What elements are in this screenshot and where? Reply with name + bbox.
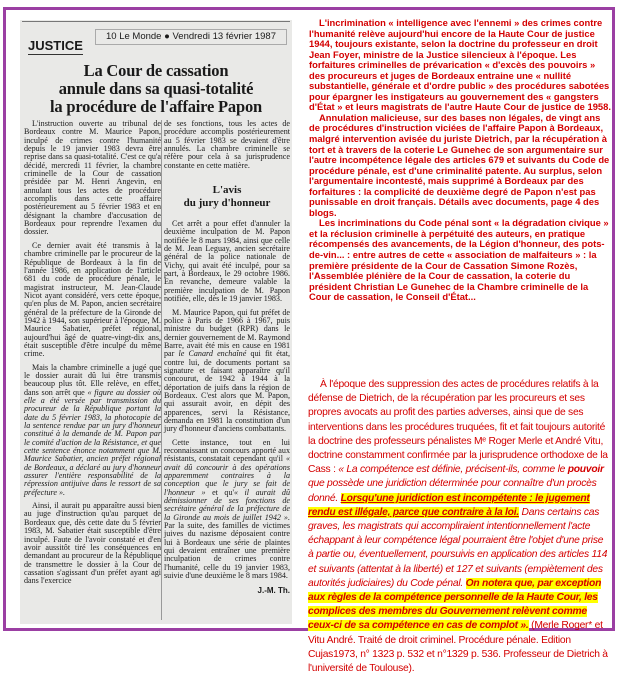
- paragraph: [308, 378, 610, 676]
- paragraph: L'incrimination « intelligence avec l'ennemi » des crimes contre l'humanité relève aujourd'hui encore de la Haute Cour de justice 1944, toujours existante, selon la doctrine du professeur en droit Jean Foyer, ministre de la Justice silencieux à l'époque. Les forfaitures criminelles de prévarication « d'excès des pouvoirs » des procureurs et juges de Bordeaux entraine une « nullité substantielle, générale et d'ordre public » des procédures sabotées pour épargner les instigateurs au gouvernement des « gangsters d'État » et leurs magistrats de l'autre Haute Cour de justice de 1958.: [309, 17, 611, 113]
- quote: « figure au dossier où elle a été versée par transmission du procureur de la République portant la date du 5 février 1983, la photocopie de la sentence rendue par un jury d'honneur constitué à la demande de M. Papon par le comité d'action de la Résistance, et que cette sentence énonce notamment que M. Maurice Sabatier, ancien préfet régional de Bordeaux, a déclaré au jury d'honneur assurer l'entière responsabilité de la répression antijuive dans le ressort de sa préfecture ».: [24, 387, 161, 497]
- article-column-2: [164, 120, 290, 595]
- text: À l'époque des suppression des actes de procédures relatifs à la défense de Dietrich, de la récupération par les procureurs et ses propres avocats au profit des parties adverses, ainsi que de ses interventions dans les procédures truquées, fit et fait toujours autorité la doctrine des professeurs pénalistes Mᵉ Roger Merle et André Vitu, doctrine constamment confirmée par la jurisprudence orthodoxe de la Cass :: [308, 379, 608, 476]
- paragraph: Annulation malicieuse, sur des bases non légales, de vingt ans de procédures d'instruction viciées de l'affaire Papon à Bordeaux, malgré intervention avisée du juriste Dietrich, par la récupération à tort et à travers de la coterie Le Gunehec de son argumentaire sur l'autre incompétence légale des articles 679 et suivants du Code de procédure pénale, est d'une criminalité patente. Au surplus, selon l'argumentaire incontesté, mais supprimé à Bordeaux par des forfaitures : la complicité de deuxième degré de Papon n'est pas punissable en droit français. Détails avec documents, page 4 des blogs.: [309, 111, 610, 218]
- paragraph: [24, 364, 161, 498]
- text: M. Maurice Papon, qui fut préfet de police à Paris de 1966 à 1967, puis ministre du budget (RPR) dans le dernier gouvernement de M. Raymond Barre, avait été mis en cause en 1981 par: [164, 307, 290, 359]
- article-column-1: [24, 120, 161, 591]
- article-headline: [20, 62, 292, 116]
- commentary-block-1: [309, 18, 611, 303]
- citation: (Merle Roger* et Vitu André. Traité de droit criminel. Procédure pénale. Edition Cujas1973, n° 1323 p. 532 et n°1329 p. 536. Professeur de Dietrich à l'université de Toulouse).: [308, 620, 608, 675]
- paragraph: L'instruction ouverte au tribunal de Bordeaux contre M. Maurice Papon, inculpé de crimes contre l'humanité depuis le 19 janvier 1983 devra être reprise dans sa quasi-totalité. C'est ce qu'a décidé, mercredi 11 février, la chambre criminelle de la Cour de cassation présidée par M. Henri Angevin, en annulant tous les actes de procédure accomplis dans cette affaire postérieurement au 5 février 1983 et en désignant la chambre d'accusation de Bordeaux pour reprendre l'examen du dossier.: [24, 119, 161, 237]
- header-rule: [22, 21, 290, 22]
- commentary-block-2: [308, 378, 610, 676]
- newspaper-name: le Canard enchaîné: [178, 349, 247, 359]
- paragraph: [164, 439, 290, 581]
- paragraph: [24, 242, 161, 359]
- quote: « il aurait dû démissionner de ses fonctions de secrétaire général de la préfecture de la Gironde au mois de juillet 1942 ».: [164, 487, 290, 522]
- text: Ce dernier avait été transmis à la chambre criminelle par le procureur de la République de Bordeaux à la fin de l'année 1986, en application de l'article 681 du code de procédure pénale, le magistrat instructeur, M. Jean-Claude Nicot ayant considéré, vers cette époque, qu'en plus de M. Papon, ancien secrétaire général de la préfecture de la Gironde de 1942 à 1944, son supérieur à l'époque, M. Maurice Sabatier, préfet régional, aujourd'hui âgé de quatre-vingt-dix ans, était susceptible d'être inculpé du même crime.: [24, 240, 161, 359]
- quote: Dans certains cas graves, les magistrats qui accompliraient intentionnellement l'acte échappant à leur compétence légal pourraient être l'objet d'une prise à partie ou, éventuellement, poursuivis en application des articles 114 et suivants (attentat à la liberté) et 127 et suivants (empiètement des autorités judiciaires) du Code pénal.: [308, 506, 608, 589]
- paragraph: Ainsi, il aurait pu apparaître aussi bien au juge d'instruction qu'au parquet de Bordeaux que, dès cette date du 5 février 1983, M. Sabatier était susceptible d'être inculpé. Faute de l'avoir constaté et d'en avoir aussitôt tiré les conséquences en demandant au procureur de la République de transmettre le dossier à la Cour de cassation s'agissant d'un préfet ayant agi dans l'exercice: [24, 501, 161, 586]
- column-divider: [161, 120, 162, 620]
- author-signature: J.-M. Th.: [257, 585, 290, 595]
- text: Mais la chambre criminelle a jugé que le dossier aurait dû lui être transmis beaucoup plus tôt. Elle relève, en effet, dans son arrêt que: [24, 362, 161, 397]
- text: Par la suite, des familles de victimes juives du nazisme déposaient contre lui à Bordeaux une série de plaintes qui devaient entraîner une première inculpation de crimes contre l'humanité, celle du 19 janvier 1983, suivie d'une deuxième le 8 mars 1984.: [164, 521, 290, 581]
- text: qui fit état, contre lui, de documents portant sa signature et faisant apparaître qu'il concourut, de 1942 à 1944 à la déportation de juifs dans la région de Bordeaux. C'est alors que M. Papon, qui assurait avoir, en dépit des apparences, servi la Résistance, demanda en 1981 la constitution d'un jury d'honneur d'anciens combattants.: [164, 349, 290, 434]
- text: et qu': [212, 487, 234, 497]
- paragraph: Les incriminations du Code pénal sont « la dégradation civique » et la réclusion criminelle à perpétuité des auteurs, en pratique récompensés des avancements, de la Légion d'honneur, des pots-de-vin... : entre autres de cette « association de malfaiteurs » : la première présidente de la Cour de Cassation Simone Rozès, l'Assemblée plénière de la Cour de cassation, la coterie du président Christian Le Gunehec de la Chambre criminelle de la Cour de cassation, le Conseil d'État...: [309, 217, 609, 303]
- subheading: [164, 184, 290, 210]
- paragraph: de ses fonctions, tous les actes de procédure accomplis postérieurement au 5 février 1983 se devaient d'être annulés. La chambre criminelle se réfère pour cela à sa jurisprudence constante en cette matière.: [164, 119, 290, 170]
- newspaper-dateline: 10 Le Monde ● Vendredi 13 février 1987: [95, 29, 287, 45]
- headline-line: annule dans sa quasi-totalité: [58, 79, 254, 98]
- quote-emphasis: pouvoir: [567, 464, 604, 476]
- quote: que possède une juridiction déterminée pour connaître d'un procès donné.: [308, 478, 597, 504]
- newspaper-clipping: [20, 20, 292, 624]
- paragraph: [164, 309, 290, 434]
- subheading-line: L'avis: [212, 184, 242, 197]
- headline-line: La Cour de cassation: [83, 61, 229, 80]
- text: Cette instance, tout en lui reconnaissant un concours apporté aux résistants, constatait cependant qu'il: [164, 437, 290, 464]
- highlighted-quote: On notera que, par exception aux règles de la compétence personnelle de la Haute Cour, les complices des membres du Gouvernement relèvent comme ceux-ci de sa compétence en cas de complot ».: [308, 577, 602, 632]
- subheading-line: du jury d'honneur: [183, 197, 271, 210]
- section-rubric: JUSTICE: [28, 38, 83, 53]
- highlighted-quote: Lorsqu'une juridiction est incompétente : le jugement rendu est illégale, parce que contraire à la loi.: [308, 492, 590, 518]
- paragraph: Cet arrêt a pour effet d'annuler la deuxième inculpation de M. Papon notifiée le 8 mars 1984, ainsi que celle de M. Jean Leguay, ancien secrétaire général de la police nationale de Vichy, qui avait été inculpé, pour sa part, à Bordeaux, le 29 octobre 1986. En revanche, demeure valable la première inculpation de M. Papon notifiée, elle, dès le 19 janvier 1983.: [164, 219, 290, 304]
- quote: « avait dû concourir à des opérations apparemment contraires à la conception que le jury se fait de l'honneur »: [164, 454, 290, 497]
- headline-line: la procédure de l'affaire Papon: [50, 97, 262, 116]
- quote: « La compétence est définie, précisent-ils, comme le: [338, 464, 568, 476]
